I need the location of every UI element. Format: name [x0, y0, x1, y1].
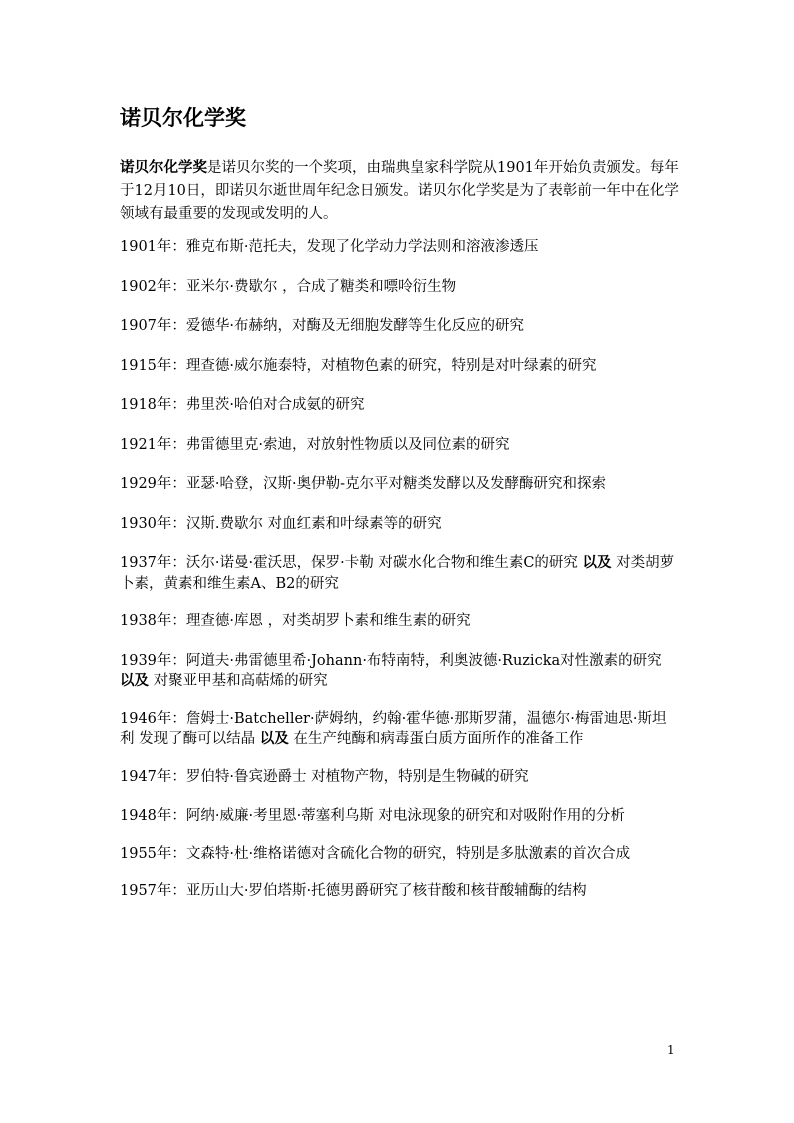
laureate-entry: 1929年：亚瑟·哈登，汉斯·奥伊勒-克尔平对糖类发酵以及发酵酶研究和探索	[120, 476, 607, 492]
laureate-entry: 1955年：文森特·杜·维格诺德对含硫化合物的研究，特别是多肽激素的首次合成	[120, 845, 631, 862]
laureate-entry: 1902年：亚米尔·费歇尔 ，合成了糖类和嘌呤衍生物	[120, 278, 457, 295]
entry-text: 1937年：沃尔·诺曼·霍沃思，保罗·卡勒 对碳水化合物和维生素C的研究	[120, 555, 583, 571]
laureate-entry: 1918年：弗里茨·哈伯对合成氨的研究	[120, 397, 365, 413]
laureate-entry	[120, 553, 680, 594]
laureate-entry: 1957年：亚历山大·罗伯塔斯·托德男爵研究了核苷酸和核苷酸辅酶的结构	[120, 883, 587, 899]
entry-bold-connector: 以及	[259, 730, 289, 747]
laureate-entry: 1930年：汉斯.费歇尔 对血红素和叶绿素等的研究	[120, 515, 442, 532]
page-title: 诺贝尔化学奖	[120, 105, 246, 130]
laureate-list	[120, 237, 680, 921]
laureate-entry	[120, 709, 680, 750]
intro-paragraph	[120, 156, 680, 226]
laureate-entry: 1921年：弗雷德里克·索迪，对放射性物质以及同位素的研究	[120, 436, 510, 453]
entry-text: 1946年：詹姆士·Batcheller·萨姆纳，约翰·霍华德·那斯罗蒲，温德尔·梅雷迪思·斯坦利 发现了酶可以结晶	[120, 710, 667, 747]
laureate-entry: 1948年：阿纳·威廉·考里恩·蒂塞利乌斯 对电泳现象的研究和对吸附作用的分析	[120, 808, 625, 824]
laureate-entry: 1915年：理查德·威尔施泰特，对植物色素的研究，特别是对叶绿素的研究	[120, 357, 597, 374]
entry-text: 对类胡萝卜素，黄素和维生素A、B2的研究	[120, 555, 675, 592]
entry-bold-connector: 以及	[582, 554, 612, 571]
page-number: 1	[667, 1043, 675, 1057]
laureate-entry: 1907年：爱德华·布赫纳，对酶及无细胞发酵等生化反应的研究	[120, 318, 525, 334]
intro-bold-term: 诺贝尔化学奖	[120, 159, 207, 176]
entry-text: 对聚亚甲基和高萜烯的研究	[149, 673, 328, 689]
intro-text: 是诺贝尔奖的一个奖项，由瑞典皇家科学院从1901年开始负责颁发。每年于12月10日，即诺贝尔逝世周年纪念日颁发。诺贝尔化学奖是为了表彰前一年中在化学领域有最重要的发现或发明的人。	[120, 160, 679, 222]
laureate-entry: 1901年：雅克布斯·范托夫，发现了化学动力学法则和溶液渗透压	[120, 239, 539, 255]
laureate-entry	[120, 651, 680, 692]
entry-bold-connector: 以及	[120, 672, 149, 689]
laureate-entry: 1938年：理查德·库恩 ，对类胡罗卜素和维生素的研究	[120, 613, 471, 629]
entry-text: 在生产纯酶和病毒蛋白质方面所作的准备工作	[288, 731, 584, 747]
laureate-entry: 1947年：罗伯特·鲁宾逊爵士 对植物产物，特别是生物碱的研究	[120, 768, 529, 785]
entry-text: 1939年：阿道夫·弗雷德里希·Johann·布特南特，利奥波德·Ruzicka对性激素的研究	[120, 652, 662, 669]
